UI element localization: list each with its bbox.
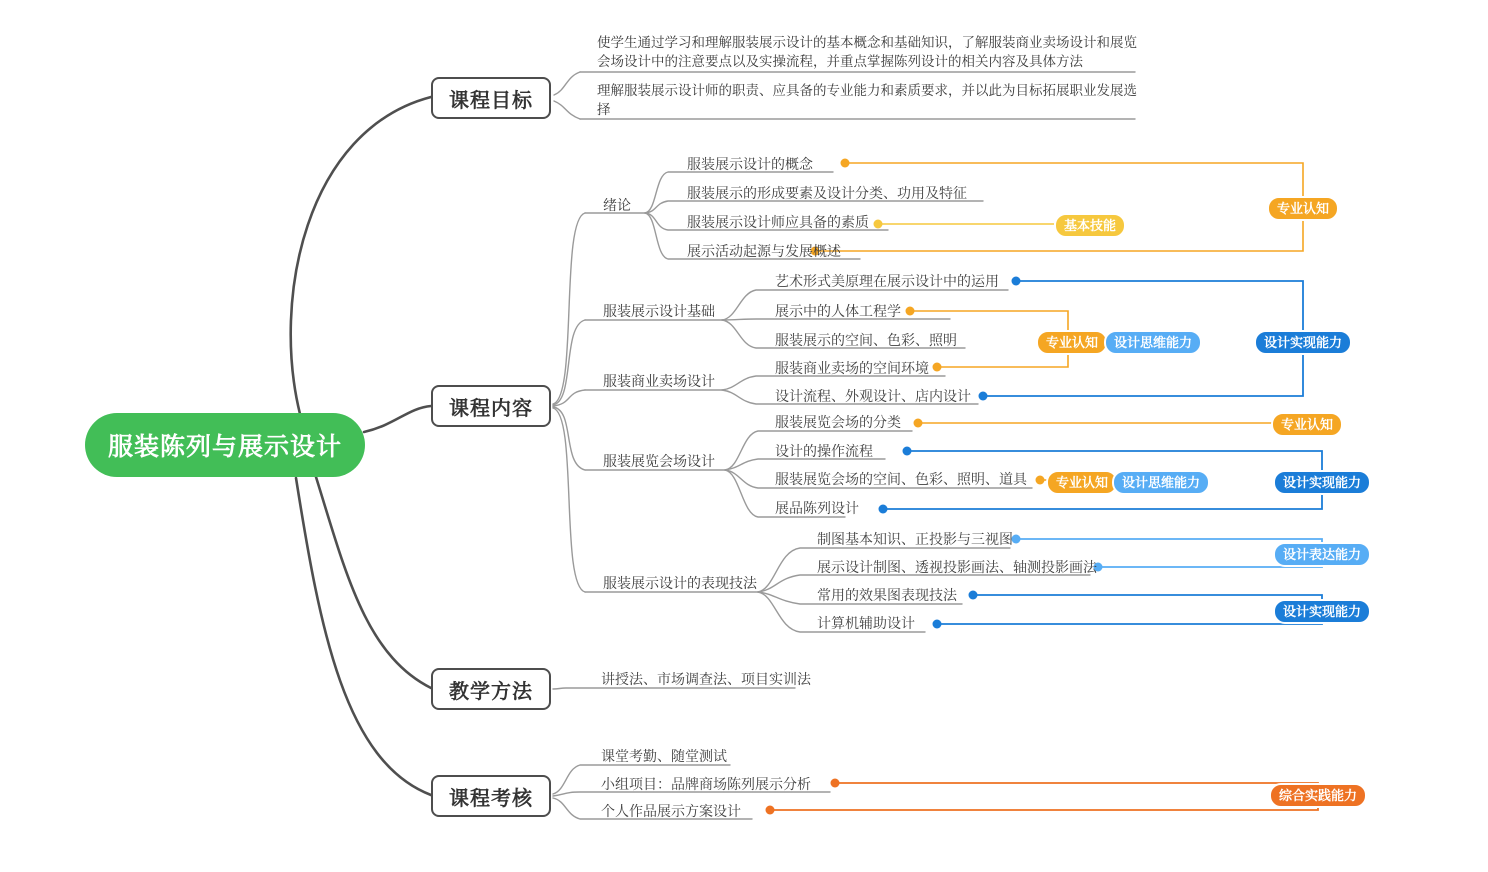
retail-item-0[interactable]: 服装商业卖场的空间环境: [775, 360, 929, 376]
tag-basic-skill[interactable]: 基本技能: [1054, 213, 1126, 238]
section-exhibition[interactable]: 服装展览会场设计: [603, 453, 715, 469]
exhibition-item-0[interactable]: 服装展览会场的分类: [775, 414, 901, 430]
tag-professional-cognition[interactable]: 专业认知: [1267, 196, 1339, 221]
topic-course-assessment[interactable]: 课程考核: [431, 775, 551, 817]
techniques-item-2[interactable]: 常用的效果图表现技法: [817, 587, 957, 603]
section-techniques[interactable]: 服装展示设计的表现技法: [603, 575, 757, 591]
tag-design-expression[interactable]: 设计表达能力: [1273, 542, 1371, 567]
exhibition-item-1[interactable]: 设计的操作流程: [775, 443, 873, 459]
root-node[interactable]: 服装陈列与展示设计: [85, 413, 365, 477]
goal-item-1[interactable]: 理解服装展示设计师的职责、应具备的专业能力和素质要求，并以此为目标拓展职业发展选择: [597, 83, 1137, 117]
tag-design-thinking[interactable]: 设计思维能力: [1112, 470, 1210, 495]
techniques-item-1[interactable]: 展示设计制图、透视投影画法、轴测投影画法: [817, 559, 1097, 575]
tag-design-realization[interactable]: 设计实现能力: [1273, 470, 1371, 495]
intro-item-1[interactable]: 服装展示的形成要素及设计分类、功用及特征: [687, 185, 967, 201]
tag-design-thinking[interactable]: 设计思维能力: [1104, 330, 1202, 355]
topic-course-goal[interactable]: 课程目标: [431, 77, 551, 119]
tag-professional-cognition[interactable]: 专业认知: [1271, 412, 1343, 437]
goal-item-0[interactable]: 使学生通过学习和理解服装展示设计的基本概念和基础知识，了解服装商业卖场设计和展览会场设计中的注意要点以及实操流程，并重点掌握陈列设计的相关内容及具体方法: [597, 35, 1137, 69]
section-basics[interactable]: 服装展示设计基础: [603, 303, 715, 319]
tag-professional-cognition[interactable]: 专业认知: [1046, 470, 1118, 495]
intro-item-2[interactable]: 服装展示设计师应具备的素质: [687, 214, 869, 230]
intro-item-3[interactable]: 展示活动起源与发展概述: [687, 243, 841, 259]
tag-professional-cognition[interactable]: 专业认知: [1036, 330, 1108, 355]
content-wires: [553, 213, 758, 592]
section-intro[interactable]: 绪论: [603, 197, 631, 213]
intro-item-0[interactable]: 服装展示设计的概念: [687, 156, 813, 172]
tag-design-realization[interactable]: 设计实现能力: [1273, 599, 1371, 624]
exhibition-item-3[interactable]: 展品陈列设计: [775, 500, 859, 516]
topic-teaching-methods[interactable]: 教学方法: [431, 668, 551, 710]
section-retail[interactable]: 服装商业卖场设计: [603, 373, 715, 389]
techniques-item-0[interactable]: 制图基本知识、正投影与三视图: [817, 531, 1013, 547]
methods-item-0[interactable]: 讲授法、市场调查法、项目实训法: [601, 671, 811, 687]
tag-design-realization[interactable]: 设计实现能力: [1254, 330, 1352, 355]
basics-item-1[interactable]: 展示中的人体工程学: [775, 303, 901, 319]
topic-course-content[interactable]: 课程内容: [431, 385, 551, 427]
assessment-item-0[interactable]: 课堂考勤、随堂测试: [601, 748, 727, 764]
exhibition-item-2[interactable]: 服装展览会场的空间、色彩、照明、道具: [775, 471, 1027, 487]
assessment-item-2[interactable]: 个人作品展示方案设计: [601, 803, 741, 819]
basics-item-0[interactable]: 艺术形式美原理在展示设计中的运用: [775, 273, 999, 289]
retail-item-1[interactable]: 设计流程、外观设计、店内设计: [775, 388, 971, 404]
assessment-item-1[interactable]: 小组项目：品牌商场陈列展示分析: [601, 776, 811, 792]
methods-wires: [553, 688, 795, 689]
techniques-item-3[interactable]: 计算机辅助设计: [817, 615, 915, 631]
tag-comprehensive-practice[interactable]: 综合实践能力: [1269, 783, 1367, 808]
basics-item-2[interactable]: 服装展示的空间、色彩、照明: [775, 332, 957, 348]
